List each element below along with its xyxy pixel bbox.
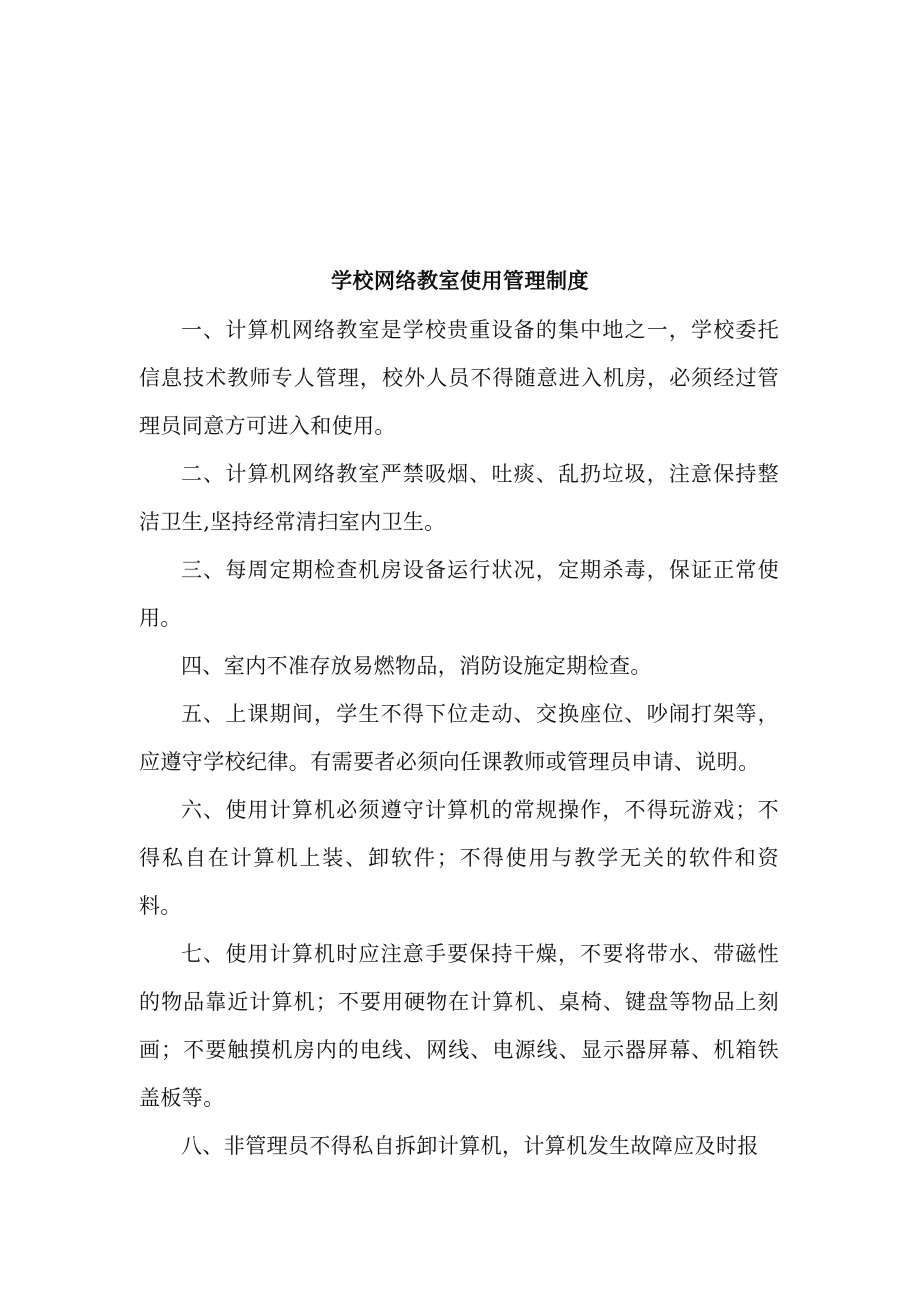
paragraph-3: 三、每周定期检查机房设备运行状况，定期杀毒，保证正常使用。 (139, 558, 779, 630)
paragraph-5: 五、上课期间，学生不得下位走动、交换座位、吵闹打架等，应遵守学校纪律。有需要者必须向任课教师或管理员申请、说明。 (139, 702, 779, 774)
document-title: 学校网络教室使用管理制度 (331, 269, 589, 293)
paragraph-8: 八、非管理员不得私自拆卸计算机，计算机发生故障应及时报 (181, 1134, 759, 1158)
paragraph-2: 二、计算机网络教室严禁吸烟、吐痰、乱扔垃圾，注意保持整洁卫生,坚持经常清扫室内卫生。 (139, 462, 779, 534)
paragraph-7: 七、使用计算机时应注意手要保持干燥，不要将带水、带磁性的物品靠近计算机；不要用硬物在计算机、桌椅、键盘等物品上刻画；不要触摸机房内的电线、网线、电源线、显示器屏幕、机箱铁盖板等。 (139, 942, 779, 1110)
paragraph-4: 四、室内不准存放易燃物品，消防设施定期检查。 (181, 654, 652, 678)
paragraph-6: 六、使用计算机必须遵守计算机的常规操作，不得玩游戏；不得私自在计算机上装、卸软件；不得使用与教学无关的软件和资料。 (139, 798, 779, 918)
paragraph-1: 一、计算机网络教室是学校贵重设备的集中地之一，学校委托信息技术教师专人管理，校外人员不得随意进入机房，必须经过管理员同意方可进入和使用。 (139, 318, 779, 438)
